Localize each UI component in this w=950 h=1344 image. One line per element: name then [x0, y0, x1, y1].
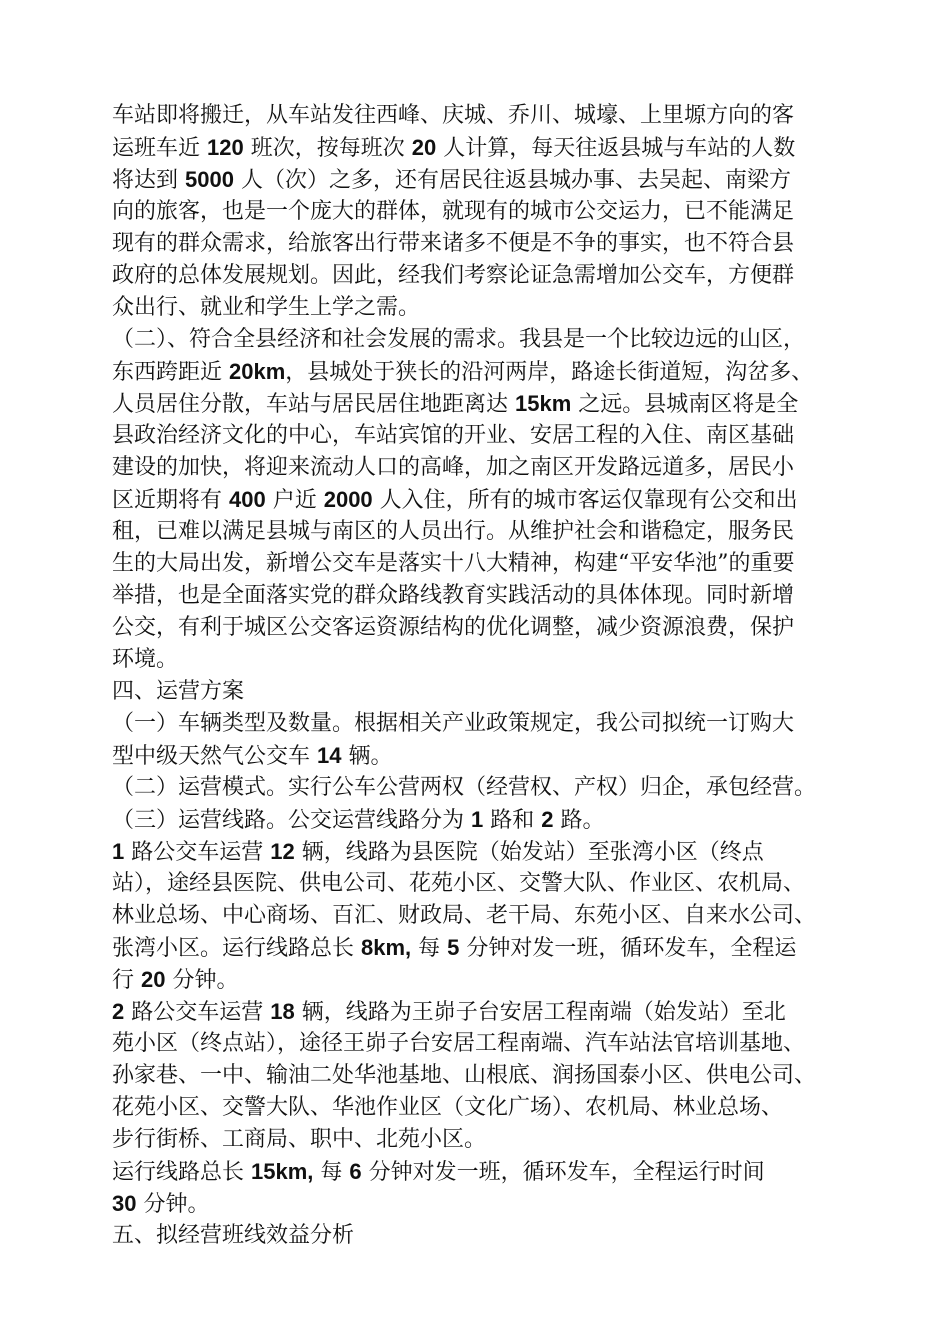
text-line: 苑小区（终点站），途径王峁子台安居工程南端、汽车站法官培训基地、: [112, 1031, 806, 1056]
text-line: （三）运营线路。公交运营线路分为 1 路和 2 路。: [112, 807, 605, 833]
text-line: 孙家巷、一中、输油二处华池基地、山根底、润扬国泰小区、供电公司、: [112, 1063, 817, 1088]
text-line: 运行线路总长 15km, 每 6 分钟对发一班，循环发车，全程运行时间: [112, 1159, 765, 1185]
text-line: 站），途经县医院、供电公司、花苑小区、交警大队、作业区、农机局、: [112, 871, 806, 896]
text-line: 租，已难以满足县城与南区的人员出行。从维护社会和谐稳定，服务民: [112, 519, 795, 544]
text-line: 东西跨距近 20km，县城处于狭长的沿河两岸，路途长街道短，沟岔多、: [112, 359, 814, 385]
text-line: 1 路公交车运营 12 辆，线路为县医院（始发站）至张湾小区（终点: [112, 839, 764, 865]
text-line: 环境。: [112, 647, 179, 672]
text-line: 人员居住分散，车站与居民居住地距离达 15km 之远。县城南区将是全: [112, 391, 799, 417]
text-line: 众出行、就业和学生上学之需。: [112, 295, 421, 320]
text-line: 公交，有利于城区公交客运资源结构的优化调整，减少资源浪费，保护: [112, 615, 795, 640]
text-line: 区近期将有 400 户近 2000 人入住，所有的城市客运仅靠现有公交和出: [112, 487, 798, 513]
text-line: 30 分钟。: [112, 1191, 210, 1217]
text-line: 2 路公交车运营 18 辆，线路为王峁子台安居工程南端（始发站）至北: [112, 999, 786, 1025]
text-line: 建设的加快，将迎来流动人口的高峰，加之南区开发路远道多，居民小: [112, 455, 795, 480]
text-line: 现有的群众需求，给旅客出行带来诸多不便是不争的事实，也不符合县: [112, 231, 795, 256]
text-line: 张湾小区。运行线路总长 8km, 每 5 分钟对发一班，循环发车，全程运: [112, 935, 797, 961]
text-line: 林业总场、中心商场、百汇、财政局、老干局、东苑小区、自来水公司、: [112, 903, 817, 928]
text-line: 花苑小区、交警大队、华池作业区（文化广场）、农机局、林业总场、: [112, 1095, 784, 1120]
text-line: （一）车辆类型及数量。根据相关产业政策规定，我公司拟统一订购大: [112, 711, 795, 736]
text-line: 步行街桥、工商局、职中、北苑小区。: [112, 1127, 487, 1152]
text-line: 车站即将搬迁，从车站发往西峰、庆城、乔川、城壕、上里塬方向的客: [112, 103, 795, 128]
text-line: 举措，也是全面落实党的群众路线教育实践活动的具体体现。同时新增: [112, 583, 795, 608]
text-line: 运班车近 120 班次，按每班次 20 人计算，每天往返县城与车站的人数: [112, 135, 796, 161]
section-heading: 四、运营方案: [112, 679, 245, 704]
text-line: 型中级天然气公交车 14 辆。: [112, 743, 393, 769]
text-line: 行 20 分钟。: [112, 967, 239, 993]
section-heading: （二）、符合全县经济和社会发展的需求。我县是一个比较边远的山区，: [112, 327, 806, 352]
text-line: 政府的总体发展规划。因此，经我们考察论证急需增加公交车，方便群: [112, 263, 795, 288]
text-line: 向的旅客，也是一个庞大的群体，就现有的城市公交运力，已不能满足: [112, 199, 795, 224]
text-line: 生的大局出发，新增公交车是落实十八大精神，构建“平安华池”的重要: [112, 551, 795, 576]
section-heading: 五、拟经营班线效益分析: [112, 1223, 355, 1248]
text-line: 将达到 5000 人（次）之多，还有居民往返县城办事、去吴起、南梁方: [112, 167, 791, 193]
text-line: 县政治经济文化的中心，车站宾馆的开业、安居工程的入住、南区基础: [112, 423, 795, 448]
text-line: （二）运营模式。实行公车公营两权（经营权、产权）归企，承包经营。: [112, 775, 817, 800]
